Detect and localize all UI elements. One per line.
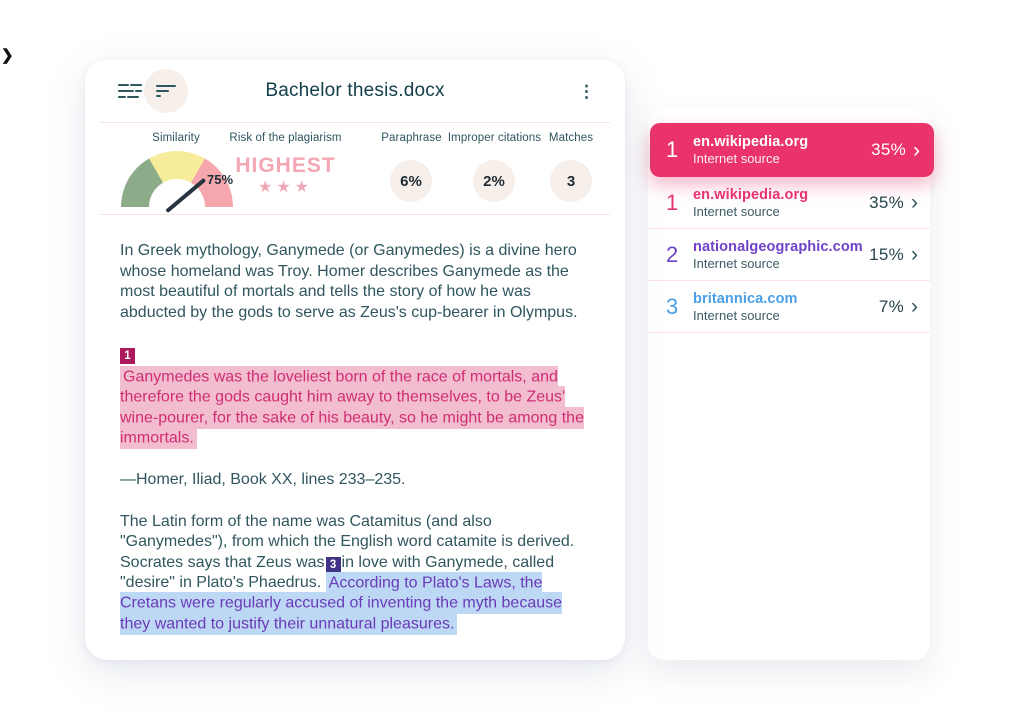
source-domain: britannica.com bbox=[693, 290, 798, 307]
source-number: 2 bbox=[666, 241, 679, 267]
source-row-selected[interactable] bbox=[650, 123, 934, 177]
source-row[interactable] bbox=[648, 281, 930, 333]
similarity-label: Similarity bbox=[152, 132, 200, 144]
kebab-menu-icon[interactable]: ⋮ bbox=[578, 81, 595, 101]
highlighted-match-1[interactable]: Ganymedes was the loveliest born of the race of mortals, and therefore the gods caught him away to themselves, to be Zeus' wine-pourer, for the sake of his beauty, so he might be among the immortals. bbox=[120, 366, 584, 450]
source-percent: 15% bbox=[869, 244, 904, 264]
collapse-arrow-icon[interactable]: ❯ bbox=[1, 47, 14, 64]
document-title: Bachelor thesis.docx bbox=[265, 80, 445, 101]
risk-stars-icon: ★★★ bbox=[257, 179, 314, 196]
citation-line: —Homer, Iliad, Book XX, lines 233–235. bbox=[120, 471, 406, 488]
risk-label: Risk of the plagiarism bbox=[229, 132, 342, 144]
source-type: Internet source bbox=[693, 151, 780, 166]
risk-value: HIGHEST bbox=[235, 154, 336, 177]
match-badge-3[interactable]: 3 bbox=[326, 557, 341, 573]
highlighted-match-3[interactable]: According to Plato's Laws, the Cretans were regularly accused of inventing the myth because they wanted to justify their unnatural pleasures. bbox=[120, 572, 562, 635]
source-domain: nationalgeographic.com bbox=[693, 238, 863, 255]
matches-label: Matches bbox=[548, 132, 594, 144]
paragraph-text: in love with Ganymede, called "desire" in Plato's Phaedrus. bbox=[120, 553, 555, 591]
report-stats-row bbox=[85, 123, 625, 214]
document-text bbox=[85, 215, 625, 635]
paraphrase-label: Paraphrase bbox=[381, 132, 442, 144]
match-badge-1[interactable]: 1 bbox=[120, 348, 135, 364]
matches-value: 3 bbox=[550, 160, 592, 202]
source-number: 3 bbox=[666, 293, 679, 319]
similarity-value: 75% bbox=[207, 172, 234, 187]
source-type: Internet source bbox=[693, 307, 780, 323]
matched-passage-1 bbox=[120, 344, 590, 449]
source-percent: 35% bbox=[871, 140, 906, 159]
document-report-card bbox=[85, 60, 625, 660]
gauge-needle bbox=[165, 177, 206, 212]
source-row[interactable] bbox=[648, 229, 930, 281]
document-header bbox=[85, 60, 625, 122]
source-row[interactable] bbox=[648, 177, 930, 229]
improper-citations-value: 2% bbox=[473, 160, 515, 202]
chevron-right-icon: › bbox=[913, 138, 920, 162]
chevron-right-icon: › bbox=[911, 243, 918, 266]
paraphrase-value: 6% bbox=[390, 160, 432, 202]
source-number: 1 bbox=[666, 189, 679, 215]
source-percent: 7% bbox=[878, 296, 904, 316]
paragraph-text: The Latin form of the name was Catamitus (and also "Ganymedes"), from which the English word catamite is derived. Socrates says that Zeus was bbox=[120, 512, 575, 571]
source-type: Internet source bbox=[693, 255, 780, 271]
paragraph: In Greek mythology, Ganymede (or Ganymedes) is a divine hero whose homeland was Troy. Homer describes Ganymede as the most beautiful of mortals and tells the story of how he was abducted by the gods to serve as Zeus's cup-bearer in Olympus. bbox=[120, 242, 578, 321]
source-domain: en.wikipedia.org bbox=[693, 186, 809, 203]
paragraph bbox=[120, 512, 590, 635]
improper-citations-label: Improper citations bbox=[447, 132, 542, 144]
chevron-right-icon: › bbox=[911, 191, 918, 214]
chevron-right-icon: › bbox=[911, 295, 918, 318]
source-number: 1 bbox=[666, 137, 679, 162]
source-percent: 35% bbox=[869, 192, 904, 212]
sources-panel bbox=[648, 108, 930, 660]
source-type: Internet source bbox=[693, 203, 780, 219]
source-domain: en.wikipedia.org bbox=[693, 134, 809, 150]
